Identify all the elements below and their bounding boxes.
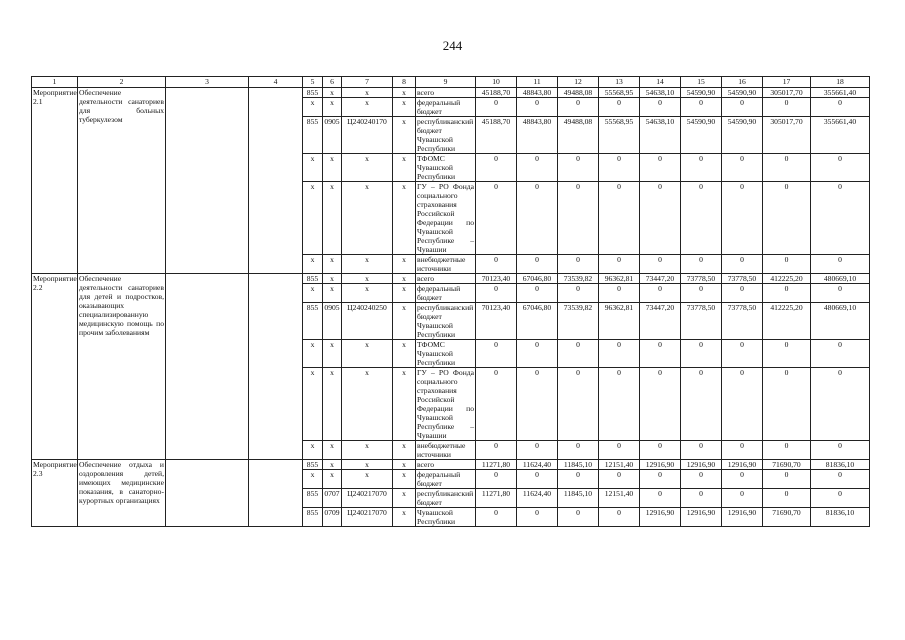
measure-name: Мероприятие 2.3 (32, 460, 78, 527)
target-article: x (342, 470, 393, 489)
amount-cell: 0 (640, 154, 681, 182)
amount-cell: 71690,70 (763, 508, 811, 527)
amount-cell: 54590,90 (681, 117, 722, 154)
target-article: x (342, 154, 393, 182)
amount-cell: 0 (517, 154, 558, 182)
amount-cell: 11271,80 (476, 460, 517, 470)
amount-cell: 73778,50 (681, 303, 722, 340)
amount-cell: 73778,50 (722, 274, 763, 284)
amount-cell: 54638,10 (640, 117, 681, 154)
section-code: 0905 (323, 117, 342, 154)
expense-type: x (393, 255, 416, 274)
amount-cell: 0 (811, 340, 870, 368)
amount-cell: 0 (599, 182, 640, 255)
section-code: 0709 (323, 508, 342, 527)
amount-cell: 0 (517, 255, 558, 274)
amount-cell: 0 (558, 470, 599, 489)
amount-cell: 0 (763, 470, 811, 489)
amount-cell: 355661,40 (811, 88, 870, 98)
table-row (32, 88, 870, 98)
amount-cell: 0 (722, 489, 763, 508)
empty-cell (249, 274, 303, 460)
column-header: 10 (476, 77, 517, 88)
admin-code: 855 (303, 303, 323, 340)
target-article: x (342, 284, 393, 303)
column-header: 9 (416, 77, 476, 88)
amount-cell: 11845,10 (558, 460, 599, 470)
funding-source: республиканский бюджет Чувашской Республики (416, 303, 476, 340)
amount-cell: 0 (763, 489, 811, 508)
funding-source: Чувашской Республики (416, 508, 476, 527)
empty-cell (166, 88, 249, 274)
expense-type: x (393, 88, 416, 98)
amount-cell: 0 (722, 470, 763, 489)
admin-code: x (303, 98, 323, 117)
funding-source: ТФОМС Чувашской Республики (416, 154, 476, 182)
amount-cell: 0 (558, 284, 599, 303)
amount-cell: 0 (681, 441, 722, 460)
column-header: 13 (599, 77, 640, 88)
admin-code: 855 (303, 460, 323, 470)
admin-code: x (303, 340, 323, 368)
amount-cell: 0 (599, 154, 640, 182)
empty-cell (249, 460, 303, 527)
column-header: 7 (342, 77, 393, 88)
amount-cell: 0 (599, 284, 640, 303)
amount-cell: 0 (476, 284, 517, 303)
funding-source: республиканский бюджет Чувашской Республики (416, 117, 476, 154)
amount-cell: 0 (681, 98, 722, 117)
column-header: 1 (32, 77, 78, 88)
amount-cell: 45188,70 (476, 88, 517, 98)
amount-cell: 67046,80 (517, 303, 558, 340)
column-header: 16 (722, 77, 763, 88)
amount-cell: 0 (763, 154, 811, 182)
amount-cell: 0 (558, 182, 599, 255)
amount-cell: 0 (599, 340, 640, 368)
amount-cell: 0 (640, 489, 681, 508)
amount-cell: 70123,40 (476, 274, 517, 284)
amount-cell: 67046,80 (517, 274, 558, 284)
amount-cell: 71690,70 (763, 460, 811, 470)
column-header: 11 (517, 77, 558, 88)
amount-cell: 0 (722, 182, 763, 255)
amount-cell: 55568,95 (599, 117, 640, 154)
amount-cell: 49488,08 (558, 88, 599, 98)
amount-cell: 0 (681, 489, 722, 508)
amount-cell: 0 (476, 368, 517, 441)
amount-cell: 0 (722, 441, 763, 460)
amount-cell: 0 (811, 255, 870, 274)
column-header: 8 (393, 77, 416, 88)
amount-cell: 73447,20 (640, 303, 681, 340)
measure-description: Обеспечение деятельности санаториев для детей и подростков, оказывающих специализированную медицинскую помощь по прочим заболеваниям (78, 274, 166, 460)
amount-cell: 480669,10 (811, 303, 870, 340)
amount-cell: 96362,81 (599, 274, 640, 284)
admin-code: x (303, 441, 323, 460)
amount-cell: 412225,20 (763, 274, 811, 284)
funding-source: всего (416, 88, 476, 98)
section-code: x (323, 441, 342, 460)
amount-cell: 0 (476, 182, 517, 255)
amount-cell: 0 (517, 284, 558, 303)
amount-cell: 48843,80 (517, 88, 558, 98)
amount-cell: 0 (640, 470, 681, 489)
expense-type: x (393, 441, 416, 460)
funding-source: всего (416, 460, 476, 470)
amount-cell: 0 (476, 470, 517, 489)
table-header (32, 77, 870, 88)
amount-cell: 12916,90 (681, 460, 722, 470)
amount-cell: 0 (763, 182, 811, 255)
amount-cell: 12916,90 (722, 508, 763, 527)
amount-cell: 0 (558, 340, 599, 368)
amount-cell: 0 (811, 284, 870, 303)
page-number: 244 (442, 38, 463, 53)
funding-source: внебюджетные источники (416, 255, 476, 274)
amount-cell: 12916,90 (681, 508, 722, 527)
amount-cell: 0 (640, 284, 681, 303)
admin-code: x (303, 368, 323, 441)
measure-description: Обеспечение отдыха и оздоровления детей, имеющих медицинские показания, в санаторно-курортных организациях (78, 460, 166, 527)
column-header: 15 (681, 77, 722, 88)
amount-cell: 54638,10 (640, 88, 681, 98)
column-header: 3 (166, 77, 249, 88)
amount-cell: 11845,10 (558, 489, 599, 508)
amount-cell: 0 (640, 182, 681, 255)
amount-cell: 0 (681, 182, 722, 255)
expense-type: x (393, 303, 416, 340)
empty-cell (249, 88, 303, 274)
amount-cell: 0 (558, 368, 599, 441)
expense-type: x (393, 117, 416, 154)
column-header: 17 (763, 77, 811, 88)
amount-cell: 0 (517, 368, 558, 441)
admin-code: 855 (303, 508, 323, 527)
section-code: x (323, 88, 342, 98)
measure-name: Мероприятие 2.1 (32, 88, 78, 274)
admin-code: x (303, 182, 323, 255)
amount-cell: 73539,82 (558, 303, 599, 340)
expense-type: x (393, 508, 416, 527)
amount-cell: 73778,50 (722, 303, 763, 340)
amount-cell: 12916,90 (722, 460, 763, 470)
amount-cell: 0 (722, 255, 763, 274)
target-article: x (342, 340, 393, 368)
amount-cell: 12916,90 (640, 508, 681, 527)
amount-cell: 0 (558, 508, 599, 527)
amount-cell: 0 (476, 340, 517, 368)
amount-cell: 0 (811, 154, 870, 182)
table-row (32, 274, 870, 284)
measure-name: Мероприятие 2.2 (32, 274, 78, 460)
amount-cell: 0 (599, 98, 640, 117)
column-header: 18 (811, 77, 870, 88)
target-article: Ц240217070 (342, 508, 393, 527)
amount-cell: 12151,40 (599, 489, 640, 508)
amount-cell: 0 (517, 182, 558, 255)
amount-cell: 49488,08 (558, 117, 599, 154)
amount-cell: 0 (681, 154, 722, 182)
amount-cell: 0 (599, 470, 640, 489)
amount-cell: 0 (640, 255, 681, 274)
admin-code: 855 (303, 274, 323, 284)
amount-cell: 0 (640, 340, 681, 368)
amount-cell: 81836,10 (811, 460, 870, 470)
amount-cell: 0 (476, 255, 517, 274)
amount-cell: 0 (722, 340, 763, 368)
amount-cell: 0 (517, 441, 558, 460)
expense-type: x (393, 340, 416, 368)
column-header: 2 (78, 77, 166, 88)
target-article: x (342, 460, 393, 470)
amount-cell: 0 (681, 368, 722, 441)
funding-source: федеральный бюджет (416, 98, 476, 117)
amount-cell: 0 (640, 98, 681, 117)
amount-cell: 480669,10 (811, 274, 870, 284)
expense-type: x (393, 154, 416, 182)
amount-cell: 0 (811, 441, 870, 460)
admin-code: x (303, 255, 323, 274)
amount-cell: 0 (763, 98, 811, 117)
target-article: x (342, 88, 393, 98)
expense-type: x (393, 98, 416, 117)
section-code: x (323, 368, 342, 441)
amount-cell: 73447,20 (640, 274, 681, 284)
amount-cell: 0 (763, 441, 811, 460)
section-code: 0905 (323, 303, 342, 340)
admin-code: 855 (303, 489, 323, 508)
amount-cell: 0 (517, 508, 558, 527)
target-article: x (342, 441, 393, 460)
amount-cell: 11624,40 (517, 489, 558, 508)
budget-table (31, 76, 870, 527)
amount-cell: 0 (558, 154, 599, 182)
funding-source: внебюджетные источники (416, 441, 476, 460)
funding-source: федеральный бюджет (416, 470, 476, 489)
empty-cell (166, 274, 249, 460)
section-code: x (323, 182, 342, 255)
target-article: Ц240217070 (342, 489, 393, 508)
amount-cell: 0 (811, 470, 870, 489)
funding-source: республиканский бюджет (416, 489, 476, 508)
amount-cell: 0 (722, 154, 763, 182)
amount-cell: 305017,70 (763, 117, 811, 154)
admin-code: x (303, 284, 323, 303)
amount-cell: 0 (763, 255, 811, 274)
amount-cell: 73539,82 (558, 274, 599, 284)
target-article: x (342, 255, 393, 274)
amount-cell: 0 (640, 441, 681, 460)
amount-cell: 0 (763, 340, 811, 368)
section-code: x (323, 470, 342, 489)
section-code: x (323, 340, 342, 368)
section-code: x (323, 460, 342, 470)
amount-cell: 48843,80 (517, 117, 558, 154)
amount-cell: 11624,40 (517, 460, 558, 470)
section-code: x (323, 255, 342, 274)
amount-cell: 0 (517, 470, 558, 489)
funding-source: всего (416, 274, 476, 284)
section-code: x (323, 284, 342, 303)
amount-cell: 12151,40 (599, 460, 640, 470)
amount-cell: 0 (681, 470, 722, 489)
amount-cell: 305017,70 (763, 88, 811, 98)
amount-cell: 54590,90 (681, 88, 722, 98)
column-header: 12 (558, 77, 599, 88)
amount-cell: 0 (763, 368, 811, 441)
amount-cell: 0 (681, 340, 722, 368)
amount-cell: 0 (722, 284, 763, 303)
amount-cell: 73778,50 (681, 274, 722, 284)
amount-cell: 0 (811, 489, 870, 508)
amount-cell: 81836,10 (811, 508, 870, 527)
amount-cell: 355661,40 (811, 117, 870, 154)
column-header: 6 (323, 77, 342, 88)
amount-cell: 0 (811, 98, 870, 117)
target-article: x (342, 98, 393, 117)
amount-cell: 412225,20 (763, 303, 811, 340)
funding-source: ТФОМС Чувашской Республики (416, 340, 476, 368)
column-header: 5 (303, 77, 323, 88)
section-code: x (323, 154, 342, 182)
target-article: Ц240240250 (342, 303, 393, 340)
expense-type: x (393, 489, 416, 508)
funding-source: ГУ – РО Фонда социального страхования Российской Федерации по Чувашской Республике – Чувашии (417, 182, 474, 254)
amount-cell: 12916,90 (640, 460, 681, 470)
amount-cell: 0 (558, 441, 599, 460)
amount-cell: 70123,40 (476, 303, 517, 340)
amount-cell: 0 (599, 255, 640, 274)
expense-type: x (393, 460, 416, 470)
amount-cell: 0 (476, 154, 517, 182)
amount-cell: 54590,90 (722, 117, 763, 154)
amount-cell: 54590,90 (722, 88, 763, 98)
funding-source: федеральный бюджет (416, 284, 476, 303)
admin-code: 855 (303, 88, 323, 98)
admin-code: x (303, 470, 323, 489)
amount-cell: 0 (681, 255, 722, 274)
amount-cell: 11271,80 (476, 489, 517, 508)
measure-description: Обеспечение деятельности санаториев для больных туберкулезом (78, 88, 166, 274)
amount-cell: 0 (681, 284, 722, 303)
table-row (32, 460, 870, 470)
amount-cell: 0 (763, 284, 811, 303)
section-code: 0707 (323, 489, 342, 508)
expense-type: x (393, 182, 416, 255)
target-article: Ц240240170 (342, 117, 393, 154)
section-code: x (323, 274, 342, 284)
funding-source: ГУ – РО Фонда социального страхования Российской Федерации по Чувашской Республике – Чувашии (417, 368, 474, 440)
target-article: x (342, 368, 393, 441)
target-article: x (342, 182, 393, 255)
amount-cell: 0 (476, 441, 517, 460)
amount-cell: 0 (811, 182, 870, 255)
amount-cell: 0 (558, 255, 599, 274)
amount-cell: 0 (476, 98, 517, 117)
expense-type: x (393, 470, 416, 489)
amount-cell: 55568,95 (599, 88, 640, 98)
amount-cell: 0 (722, 98, 763, 117)
amount-cell: 0 (558, 98, 599, 117)
amount-cell: 0 (599, 441, 640, 460)
expense-type: x (393, 274, 416, 284)
expense-type: x (393, 368, 416, 441)
amount-cell: 45188,70 (476, 117, 517, 154)
amount-cell: 0 (517, 340, 558, 368)
amount-cell: 0 (599, 508, 640, 527)
amount-cell: 0 (517, 98, 558, 117)
admin-code: 855 (303, 117, 323, 154)
amount-cell: 0 (476, 508, 517, 527)
column-header: 14 (640, 77, 681, 88)
target-article: x (342, 274, 393, 284)
section-code: x (323, 98, 342, 117)
amount-cell: 0 (640, 368, 681, 441)
amount-cell: 0 (722, 368, 763, 441)
column-header: 4 (249, 77, 303, 88)
amount-cell: 96362,81 (599, 303, 640, 340)
empty-cell (166, 460, 249, 527)
admin-code: x (303, 154, 323, 182)
expense-type: x (393, 284, 416, 303)
amount-cell: 0 (811, 368, 870, 441)
amount-cell: 0 (599, 368, 640, 441)
